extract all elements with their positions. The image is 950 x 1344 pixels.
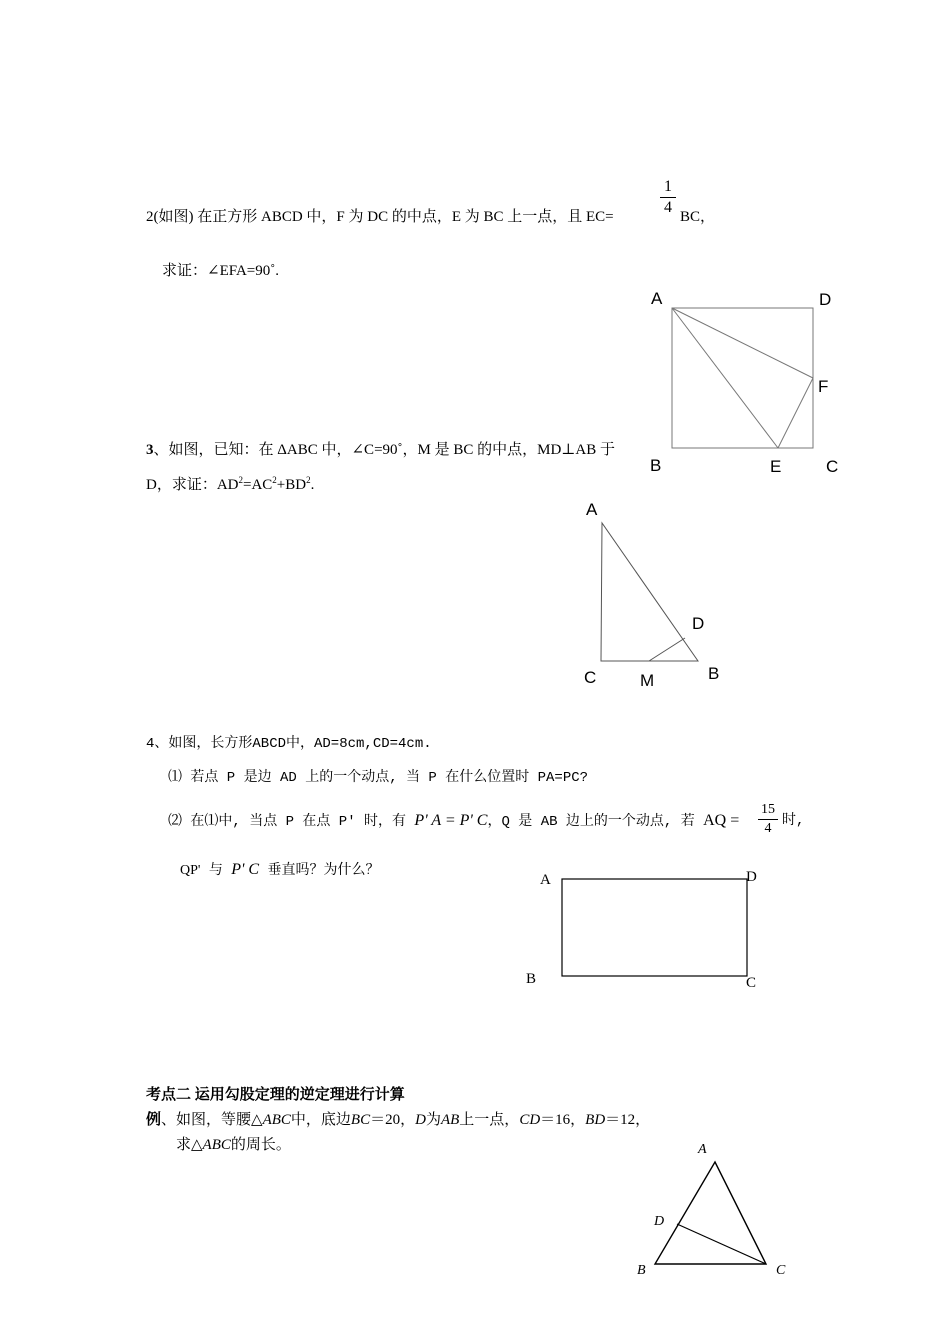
q3-formula: P' C <box>231 861 260 878</box>
line2-text-b: 的周长。 <box>230 1137 291 1153</box>
exponent: 2 <box>238 475 243 485</box>
problem-3-prove-b: =AC <box>243 477 273 493</box>
rectangle-outline <box>562 879 747 976</box>
ex-ab: AB <box>440 1112 460 1128</box>
ex-text-2: 中，底边 <box>290 1112 351 1128</box>
segment-ae <box>672 308 778 448</box>
fig1-label-c: C <box>826 457 839 476</box>
example-label: 例 <box>146 1112 162 1128</box>
fig2-label-b: B <box>708 664 720 683</box>
line2-text-a: 求△ <box>176 1137 203 1153</box>
problem-3-prove-c: +BD <box>276 477 307 493</box>
problem-2-text-end: BC， <box>680 209 716 225</box>
fig2-label-c: C <box>584 668 597 687</box>
fig1-label-a: A <box>651 289 663 308</box>
fraction-denominator: 4 <box>764 821 772 836</box>
problem-2-statement: 2(如图) 在正方形 ABCD 中，F 为 DC 的中点，E 为 BC 上一点，且 EC= <box>146 209 614 225</box>
fraction-bar <box>758 819 778 820</box>
exponent: 2 <box>272 475 277 485</box>
problem-4-q3 <box>180 861 380 880</box>
fig1-label-b: B <box>650 456 662 475</box>
ex-text-3: ＝20， <box>370 1112 416 1128</box>
fraction-bar <box>660 197 676 198</box>
q3-qp: QP' <box>180 863 201 878</box>
triangle-abc <box>655 1162 766 1264</box>
fig4-label-d: D <box>654 1214 665 1229</box>
segment-ef <box>778 378 813 448</box>
problem-3-statement: 、如图，已知：在 ΔABC 中，∠C=90˚，M 是 BC 的中点，MD⊥AB 于 <box>153 442 615 458</box>
example-line-1 <box>146 1111 650 1129</box>
fraction-numerator: 15 <box>761 802 775 817</box>
fig2-label-a: A <box>586 500 598 519</box>
line2-abc: ABC <box>202 1137 231 1153</box>
fraction-fifteen-quarters <box>758 802 778 837</box>
problem-2-prove: 求证：∠EFA=90˚. <box>162 263 279 279</box>
q2-aq: AQ = <box>703 812 740 829</box>
ex-bc: BC <box>350 1112 371 1128</box>
fraction-denominator: 4 <box>664 199 672 216</box>
q2-text-b: ，Q 是 AB 边上的一个动点, 若 <box>487 814 695 830</box>
fig3-label-d: D <box>746 869 757 885</box>
fig4-label-a: A <box>698 1142 707 1157</box>
ex-bd: BD <box>585 1112 606 1128</box>
q2-text-c: 时, <box>782 813 805 829</box>
segment-af <box>672 308 813 378</box>
segment-md <box>649 638 685 661</box>
fig4-label-b: B <box>637 1263 646 1278</box>
problem-3-line-1 <box>146 441 615 459</box>
problem-4-q1: ⑴ 若点 P 是边 AD 上的一个动点, 当 P 在什么位置时 PA=PC? <box>168 770 589 786</box>
fig3-label-b: B <box>526 971 537 987</box>
problem-3-number: 3 <box>146 442 154 458</box>
section-heading: 考点二 运用勾股定理的逆定理进行计算 <box>146 1087 405 1103</box>
problem-4-q2 <box>168 812 739 831</box>
example-line-2 <box>176 1136 291 1154</box>
problem-3-line-2 <box>146 476 314 494</box>
fraction-numerator: 1 <box>664 178 672 195</box>
ex-text-1: 、如图，等腰△ <box>161 1112 263 1128</box>
fig3-label-c: C <box>746 975 757 991</box>
q3-text-b: 与 <box>208 863 223 879</box>
problem-3-prove-a: D，求证：AD <box>146 477 239 493</box>
q3-text-c: 垂直吗？为什么？ <box>267 863 380 879</box>
fraction-one-quarter <box>660 178 676 217</box>
q2-formula: P' A = P' C <box>414 812 488 829</box>
triangle-acb <box>601 523 698 661</box>
ex-cd: CD <box>519 1112 541 1128</box>
problem-4-title: 4、如图，长方形ABCD中，AD=8cm,CD=4cm. <box>146 736 432 752</box>
q2-text-a: ⑵ 在⑴中, 当点 P 在点 P′ 时，有 <box>168 814 407 830</box>
ex-d: D <box>415 1112 426 1128</box>
exponent: 2 <box>306 475 311 485</box>
square-outline <box>672 308 813 448</box>
ex-text-7: ＝12， <box>605 1112 651 1128</box>
fig1-label-e: E <box>770 457 782 476</box>
fig2-label-d: D <box>692 614 705 633</box>
ex-text-6: ＝16， <box>540 1112 586 1128</box>
ex-abc: ABC <box>262 1112 291 1128</box>
fig4-label-c: C <box>776 1263 786 1278</box>
fig3-label-a: A <box>540 872 551 888</box>
ex-text-4: 为 <box>425 1112 441 1128</box>
segment-cd <box>677 1224 766 1264</box>
fig1-label-d: D <box>819 290 832 309</box>
fig2-label-m: M <box>640 671 655 690</box>
problem-2-text <box>146 208 614 226</box>
ex-text-5: 上一点， <box>459 1112 520 1128</box>
problem-3-prove-d: . <box>310 477 315 493</box>
fig1-label-f: F <box>818 377 829 396</box>
